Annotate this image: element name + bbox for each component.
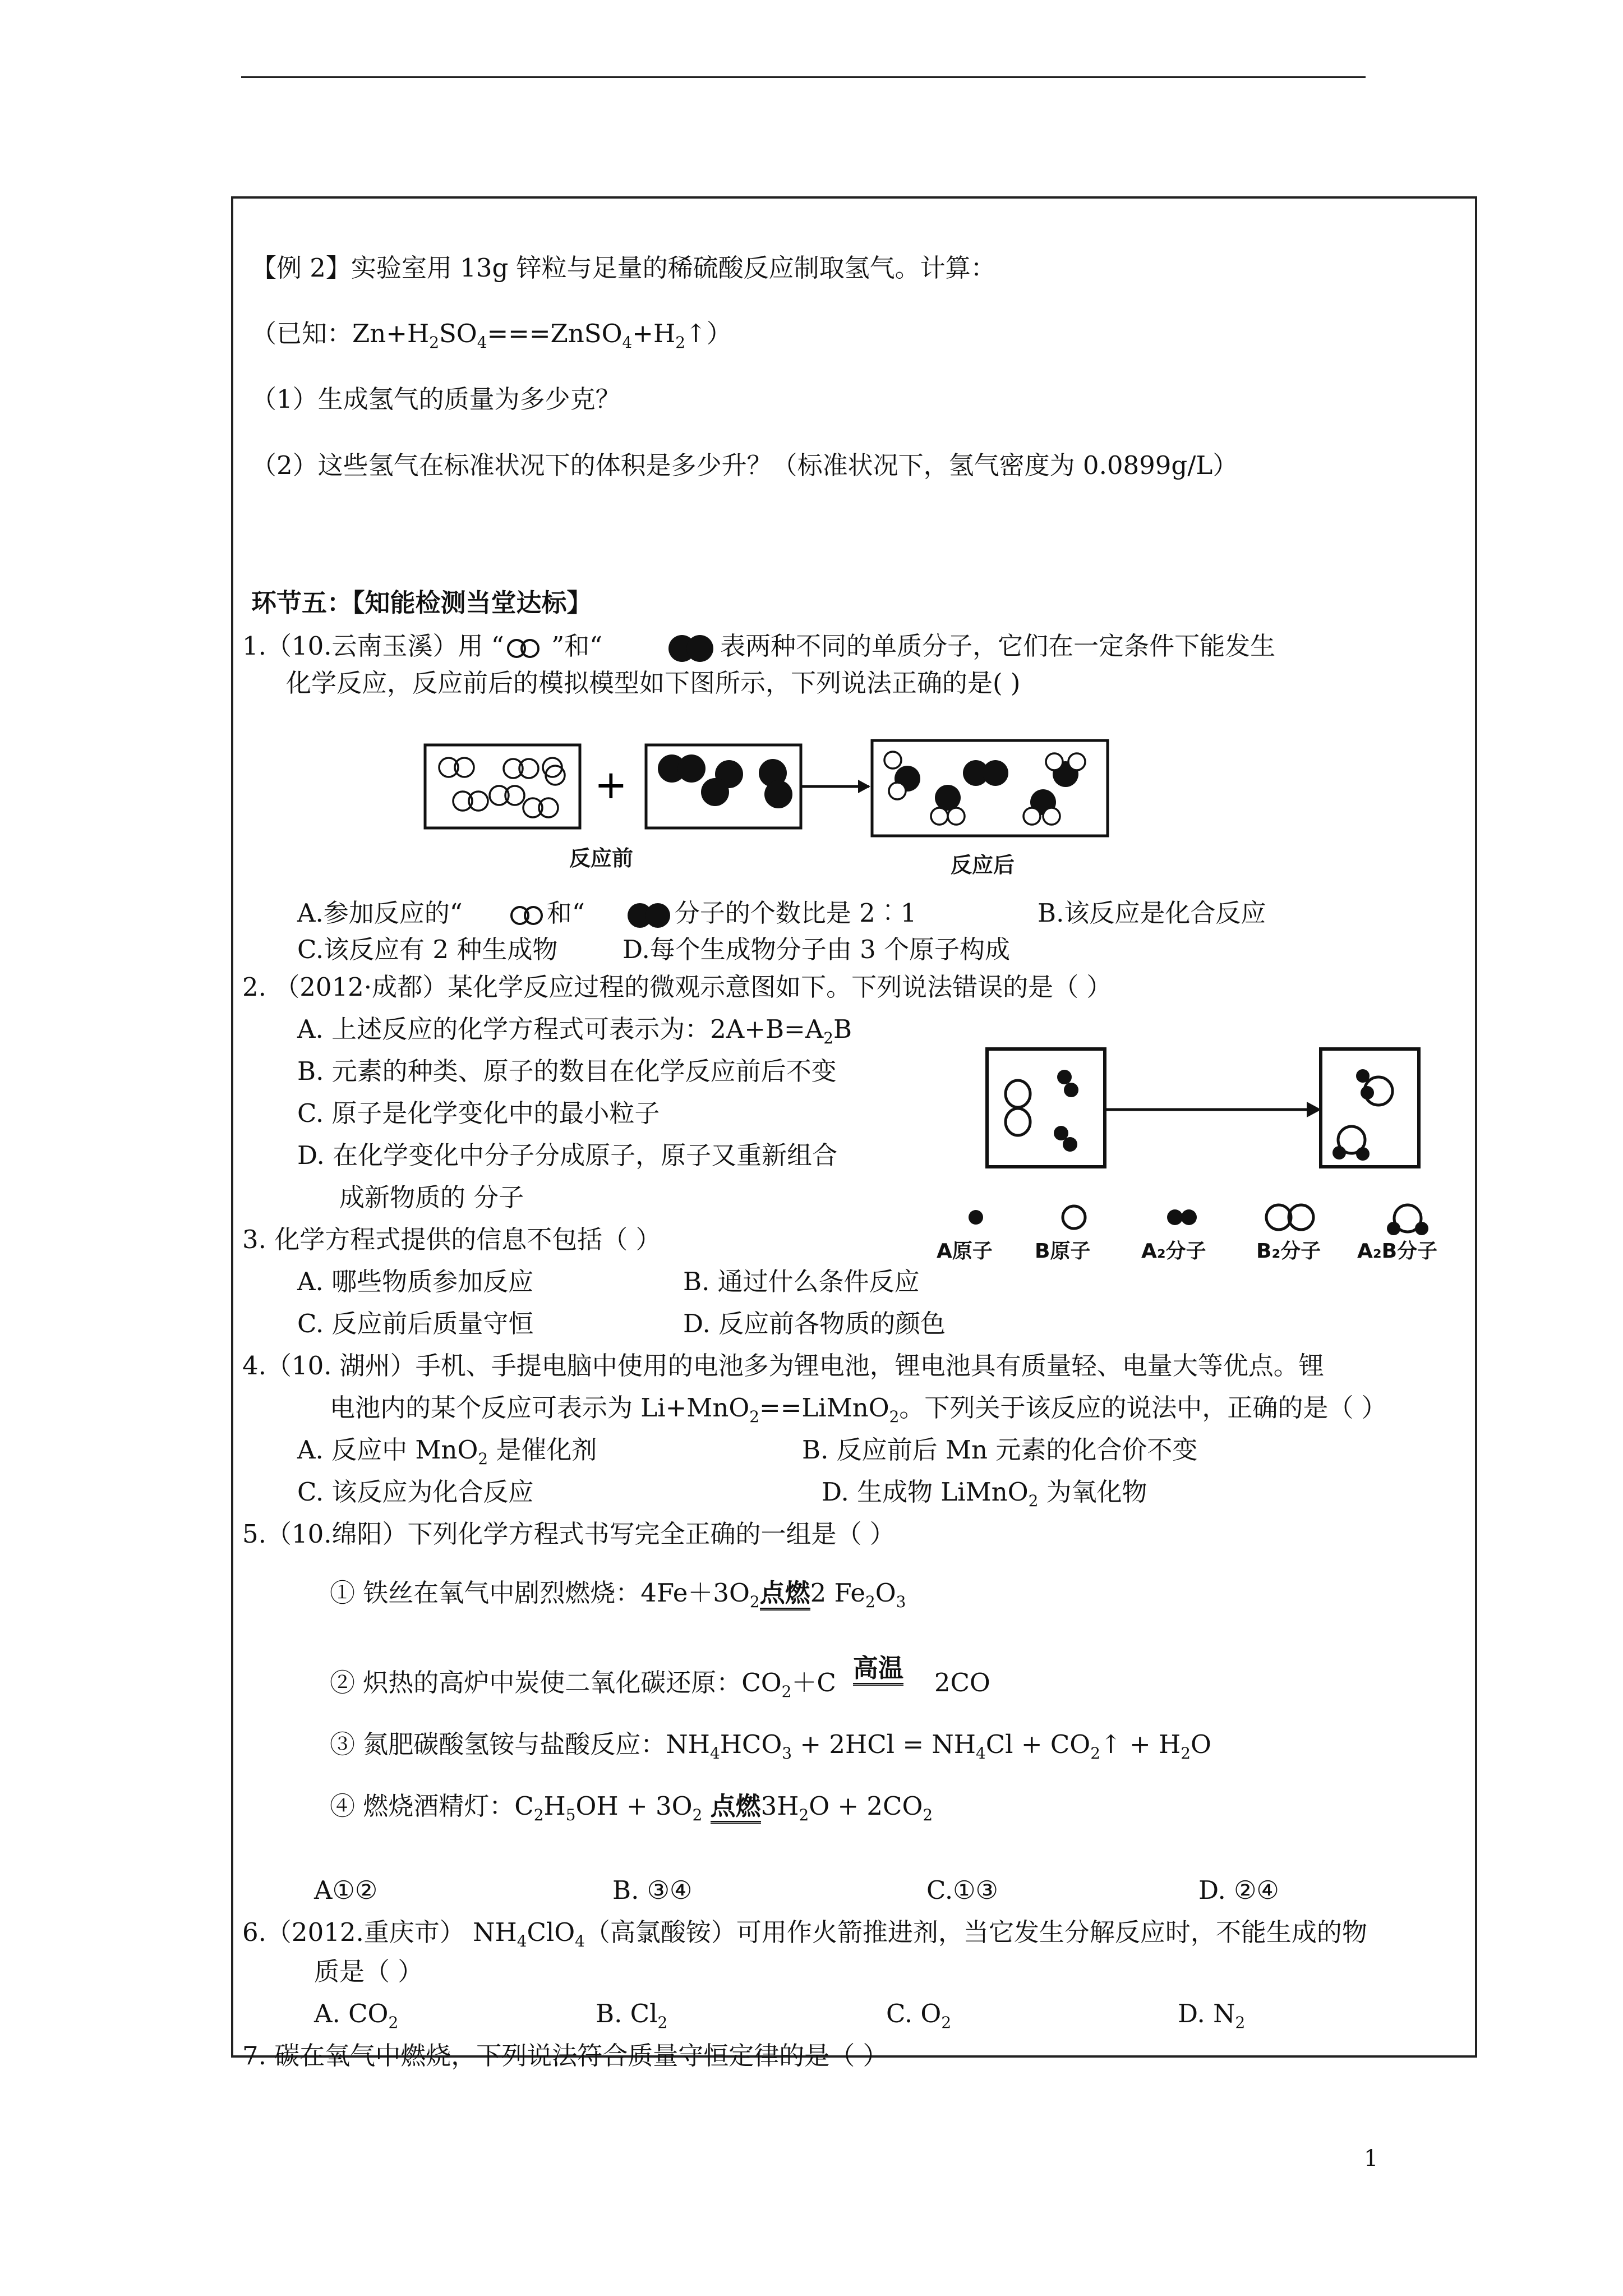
q3-option-d: D. 反应前各物质的颜色 (683, 1309, 946, 1338)
q1-option-c: C.该反应有 2 种生成物 (297, 935, 558, 964)
q5-option-a: A①② (314, 1875, 378, 1905)
q2-option-a: A. 上述反应的化学方程式可表示为：$2A+B=A_2B$ (297, 1014, 852, 1047)
caption-before: 反应前 (569, 846, 634, 871)
q6-option-a: A. $CO_2$ (314, 1999, 399, 2032)
q1-reaction-diagram (415, 729, 1144, 914)
q5-option-b: B. ③④ (612, 1875, 693, 1905)
q6-line1: 6.（2012.重庆市） $NH_4ClO_4$（高氯酸铵）可用作火箭推进剂，当它发生分解反应时，不能生成的物 (242, 1917, 1367, 1950)
q2-option-d-line1: D. 在化学变化中分子分成原子，原子又重新组合 (297, 1140, 838, 1170)
q1-option-b: B.该反应是化合反应 (1038, 898, 1266, 928)
page-number: 1 (1364, 2146, 1378, 2171)
q4-line1: 4.（10. 湖州）手机、手提电脑中使用的电池多为锂电池，锂电池具有质量轻、电量大等优点。锂 (242, 1351, 1324, 1381)
example2-title: 【例 2】实验室用 13g 锌粒与足量的稀硫酸反应制取氢气。计算： (251, 253, 996, 283)
q2-reaction-diagram (914, 1038, 1481, 1285)
legend-a-atom: A原子 (937, 1240, 993, 1263)
q5-option-d: D. ②④ (1198, 1875, 1279, 1905)
q5-stem: 5.（10.绵阳）下列化学方程式书写完全正确的一组是（ ） (242, 1519, 895, 1549)
q7-stem: 7. 碳在氧气中燃烧，下列说法符合质量守恒定律的是（ ） (242, 2041, 888, 2070)
q5-item-3: ③ 氮肥碳酸氢铵与盐酸反应：$NH_4HCO_3 + 2HCl = NH_4Cl$ + $CO_2↑ + H_2O$ (330, 1729, 1211, 1763)
q4-option-b: B. 反应前后 Mn 元素的化合价不变 (802, 1435, 1198, 1465)
example2-q2: （2）这些氢气在标准状况下的体积是多少升？（标准状况下，氢气密度为 0.0899g/L） (251, 450, 1238, 480)
header-rule (241, 76, 1366, 78)
q5-item-2: ② 炽热的高炉中炭使二氧化碳还原：$CO_2+C$ 高温 2CO (330, 1653, 990, 1701)
q6-option-b: B. $Cl_2$ (596, 1999, 668, 2032)
section5-heading: 环节五：【知能检测当堂达标】 (251, 588, 592, 618)
q5-item-4: ④ 燃烧酒精灯：$C_2H_5OH + 3O_2$ 点燃$3H_2O + 2CO_2$ (330, 1791, 933, 1824)
q2-stem: 2. （2012·成都）某化学反应过程的微观示意图如下。下列说法错误的是（ ） (242, 972, 1112, 1002)
black-molecule-icon (624, 901, 675, 930)
q3-option-c: C. 反应前后质量守恒 (297, 1309, 534, 1338)
q6-line2: 质是（ ） (314, 1957, 423, 1986)
legend-a2b-molecule: A₂B分子 (1357, 1240, 1438, 1263)
legend-a2-molecule: A₂分子 (1141, 1240, 1206, 1263)
q1-option-a: A.参加反应的“ 和“ 分子的个数比是 2︰1 (297, 896, 916, 930)
q4-line2: 电池内的某个反应可表示为 Li+MnO$_2$==LiMnO$_2$。下列关于该反应的说法中，正确的是（ ） (330, 1393, 1387, 1426)
legend-b-atom: B原子 (1035, 1240, 1091, 1263)
q2-option-b: B. 元素的种类、原子的数目在化学反应前后不变 (297, 1056, 837, 1086)
q2-option-d-line2: 成新物质的 分子 (339, 1182, 524, 1212)
q6-option-c: C. $O_2$ (886, 1999, 952, 2032)
example2-q1: （1）生成氢气的质量为多少克？ (251, 384, 621, 414)
q4-option-c: C. 该反应为化合反应 (297, 1477, 534, 1507)
q4-option-a: A. 反应中 MnO$_2$ 是催化剂 (297, 1435, 597, 1468)
white-molecule-icon (504, 637, 543, 660)
q5-option-c: C.①③ (926, 1875, 998, 1905)
q3-option-a: A. 哪些物质参加反应 (297, 1267, 534, 1296)
q1-line1: 1.（10.云南玉溪）用 “ ”和“ 表两种不同的单质分子，它们在一定条件下能发生 (242, 629, 1275, 664)
caption-after: 反应后 (951, 853, 1015, 877)
svg-text:+: + (594, 762, 628, 808)
q3-stem: 3. 化学方程式提供的信息不包括（ ） (242, 1225, 661, 1254)
q3-option-b: B. 通过什么条件反应 (683, 1267, 920, 1296)
q1-option-d: D.每个生成物分子由 3 个原子构成 (623, 935, 1011, 964)
black-molecule-icon (664, 633, 720, 664)
q4-option-d: D. 生成物 LiMnO$_2$ 为氧化物 (822, 1477, 1147, 1510)
example2-known: （已知：$Zn+H_2SO_4===ZnSO_4+H_2↑$） (251, 319, 732, 352)
q1-line2: 化学反应，反应前后的模拟模型如下图所示，下列说法正确的是( ) (286, 668, 1021, 698)
q5-item-1: ① 铁丝在氧气中剧烈燃烧：$4Fe+3O_2$点燃2 $Fe_2O_3$ (330, 1578, 906, 1611)
white-molecule-icon (508, 904, 547, 927)
q6-option-d: D. $N_2$ (1178, 1999, 1246, 2032)
q2-option-c: C. 原子是化学变化中的最小粒子 (297, 1098, 660, 1128)
legend-b2-molecule: B₂分子 (1256, 1240, 1321, 1263)
